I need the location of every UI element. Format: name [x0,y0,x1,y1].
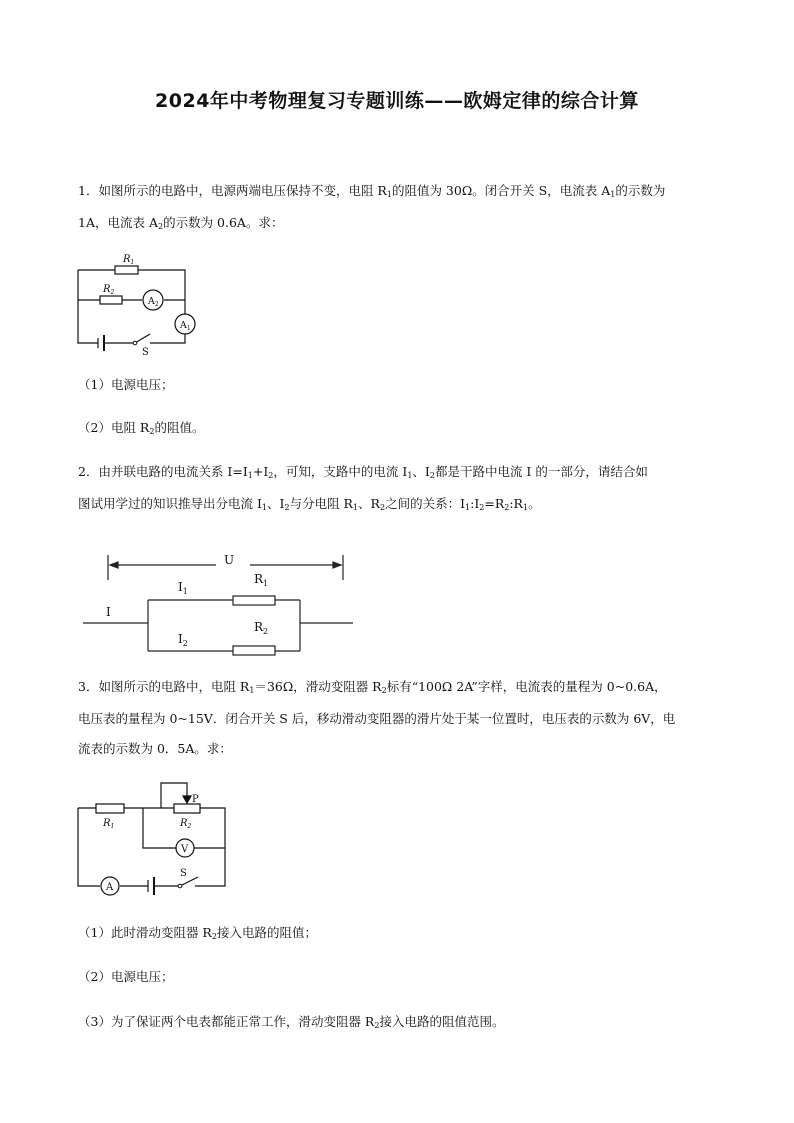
q1-line-1: 1．如图所示的电路中，电源两端电压保持不变，电阻 $R_1$的阻值为 30Ω。闭合开关 S，电流表 $A_1$的示数为 [78,183,666,199]
q3-label-v: V [181,844,189,855]
q2-parallel-diagram [78,545,358,660]
q3-line-1: 3．如图所示的电路中，电阻 $R_1=36\Omega$，滑动变阻器 $R_2$标有“100Ω 2A”字样，电流表的量程为 0~0.6A， [78,679,667,695]
q3-label-r1: $R_1$ [103,818,115,830]
q2-label-r2: $R_2$ [254,620,269,636]
q2-label-i: I [106,605,111,619]
q3-label-p: P [192,794,199,805]
q3-circuit-diagram [70,778,235,898]
q1-label-r2: $R_2$ [103,284,115,296]
q3-label-a: A [106,882,114,893]
q1-sub-2: （2）电阻 $R_2$的阻值。 [78,420,205,436]
q1-label-a2: $A_2$ [148,296,159,308]
q3-sub-1: （1）此时滑动变阻器 $R_2$接入电路的阻值； [78,925,317,941]
q2-label-i2: $I_2$ [178,632,188,648]
q2-label-u: U [224,553,235,567]
q3-sub-3: （3）为了保证两个电表都能正常工作，滑动变阻器 $R_2$接入电路的阻值范围。 [78,1014,505,1030]
q2-line-2: 图试用学过的知识推导出分电流 $I_1$、$I_2$与分电阻 $R_1$、$R_2$之间的关系：$I_1:I_2=R_2:R_1$。 [78,496,541,512]
q3-sub-2: （2）电源电压； [78,969,174,984]
q1-label-s: S [142,347,149,358]
q1-sub-1: （1）电源电压； [78,377,174,392]
q1-label-r1: $R_1$ [123,254,135,266]
q2-line-1: 2．由并联电路的电流关系 $I=I_1+I_2$，可知，支路中的电流 $I_1$、$I_2$都是干路中电流 I 的一部分，请结合如 [78,464,648,480]
q2-label-r1: $R_1$ [254,572,269,588]
q3-line-3: 流表的示数为 0．5A。求： [78,741,232,756]
q3-label-r2: $R_2$ [180,818,192,830]
q2-label-i1: $I_1$ [178,580,188,596]
q1-label-a1: $A_1$ [180,320,191,332]
page-title: 2024年中考物理复习专题训练——欧姆定律的综合计算 [155,90,639,112]
q3-label-s: S [180,868,187,879]
q1-circuit-diagram [70,248,205,358]
q3-line-2: 电压表的量程为 0~15V．闭合开关 S 后，移动滑动变阻器的滑片处于某一位置时，电压表的示数为 6V，电 [78,711,676,726]
q1-line-2: 1A，电流表 $A_2$的示数为 0.6A。求： [78,215,284,231]
